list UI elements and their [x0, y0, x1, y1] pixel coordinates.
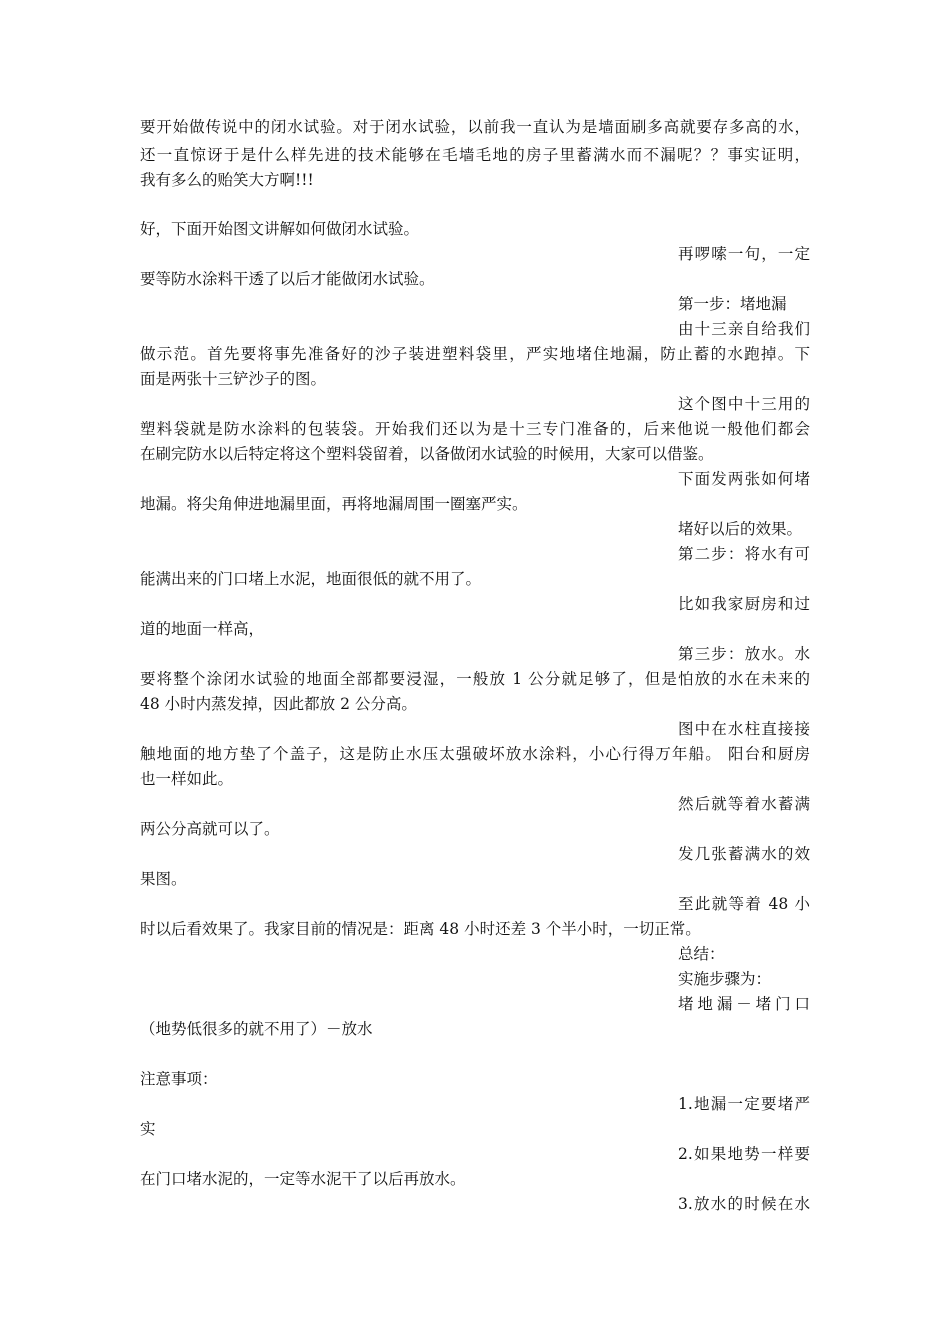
note-item: 3.放水的时候在水 [678, 1195, 810, 1213]
indented-line: 堵好以后的效果。 [678, 520, 803, 538]
paragraph-line: 48 小时内蒸发掉，因此都放 2 公分高。 [140, 695, 417, 713]
paragraph-line: 也一样如此。 [140, 770, 234, 788]
paragraph-line: 要将整个涂闭水试验的地面全部都要浸湿，一般放 1 公分就足够了，但是怕放的水在未来的 [140, 670, 810, 688]
notes-heading: 注意事项： [140, 1070, 218, 1088]
note-item: 1.地漏一定要堵严 [678, 1095, 810, 1113]
paragraph-line: 触地面的地方垫了个盖子，这是防止水压太强破坏放水涂料，小心行得万年船。 阳台和厨房 [140, 745, 810, 763]
indented-line: 由十三亲自给我们 [678, 320, 810, 338]
step-heading: 第二步：将水有可 [678, 545, 810, 563]
paragraph-line: 在刷完防水以后特定将这个塑料袋留着，以备做闭水试验的时候用，大家可以借鉴。 [140, 445, 714, 463]
paragraph-line: 道的地面一样高， [140, 620, 265, 638]
indented-line: 再啰嗦一句，一定 [678, 245, 810, 263]
indented-line: 比如我家厨房和过 [678, 595, 810, 613]
paragraph-line: 实 [140, 1120, 156, 1138]
paragraph-line: 能满出来的门口堵上水泥，地面很低的就不用了。 [140, 570, 482, 588]
paragraph-line: 两公分高就可以了。 [140, 820, 280, 838]
indented-line: 下面发两张如何堵 [678, 470, 810, 488]
paragraph-line: 做示范。首先要将事先准备好的沙子装进塑料袋里，严实地堵住地漏，防止蓄的水跑掉。下 [140, 345, 810, 363]
paragraph-line: 好，下面开始图文讲解如何做闭水试验。 [140, 220, 420, 238]
indented-line: 然后就等着水蓄满 [678, 795, 810, 813]
indented-line: 实施步骤为： [678, 970, 772, 988]
paragraph-line: 要等防水涂料干透了以后才能做闭水试验。 [140, 270, 435, 288]
paragraph-line: 我有多么的贻笑大方啊!!! [140, 171, 314, 189]
paragraph-line: 要开始做传说中的闭水试验。对于闭水试验，以前我一直认为是墙面刷多高就要存多高的水， [140, 118, 810, 136]
paragraph-line: 果图。 [140, 870, 187, 888]
summary-heading: 总结： [678, 945, 725, 963]
indented-line: 图中在水柱直接接 [678, 720, 810, 738]
note-item: 2.如果地势一样要 [678, 1145, 810, 1163]
paragraph-line: 地漏。将尖角伸进地漏里面，再将地漏周围一圈塞严实。 [140, 495, 528, 513]
paragraph-line: 塑料袋就是防水涂料的包装袋。开始我们还以为是十三专门准备的，后来他说一般他们都会 [140, 420, 810, 438]
indented-line: 这个图中十三用的 [678, 395, 810, 413]
indented-line: 至此就等着 48 小 [678, 895, 810, 913]
paragraph-line: 还一直惊讶于是什么样先进的技术能够在毛墙毛地的房子里蓄满水而不漏呢？？事实证明， [140, 146, 810, 164]
step-heading: 第三步：放水。水 [678, 645, 810, 663]
paragraph-line: 在门口堵水泥的，一定等水泥干了以后再放水。 [140, 1170, 466, 1188]
paragraph-line: （地势低很多的就不用了）－放水 [140, 1020, 373, 1038]
paragraph-line: 面是两张十三铲沙子的图。 [140, 370, 327, 388]
indented-line: 发几张蓄满水的效 [678, 845, 810, 863]
paragraph-line: 时以后看效果了。我家目前的情况是：距离 48 小时还差 3 个半小时，一切正常。 [140, 920, 701, 938]
step-heading: 第一步：堵地漏 [678, 295, 787, 313]
indented-line: 堵地漏－堵门口 [678, 995, 810, 1013]
